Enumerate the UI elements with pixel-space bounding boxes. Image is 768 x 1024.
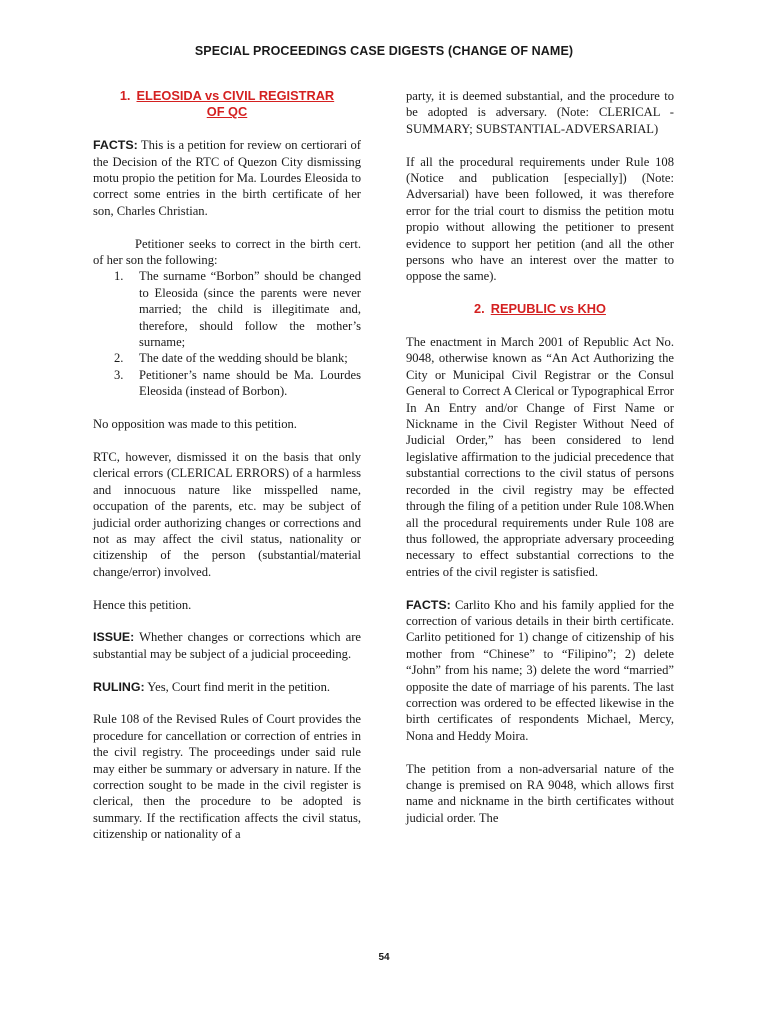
petition-from-paragraph: The petition from a non-adversarial nature of the change is premised on RA 9048, which allows first name and nickname in the birth certificates without judicial order. The <box>406 761 674 825</box>
ruling-paragraph <box>93 679 361 695</box>
facts-label: FACTS: <box>93 138 138 153</box>
rtc-dismissed-paragraph: RTC, however, dismissed it on the basis that only clerical errors (CLERICAL ERRORS) of a harmless and innocuous nature like misspelled name, occupation of the parents, etc. may be subject of judicial order authorizing changes or corrections and not as may affect the civil status, nationality or citizenship of the person (substantial/material change/error) involved. <box>93 449 361 579</box>
correction-list <box>93 268 361 399</box>
rule108-paragraph: Rule 108 of the Revised Rules of Court provides the procedure for cancellation or correction of entries in the civil registry. The proceedings under said rule may either be summary or adversary in nature. If the correction sought to be made in the civil register is clerical, then the procedure to be adopted is summary. If the rectification affects the civil status, citizenship or nationality of a <box>93 712 361 842</box>
ruling-label: RULING: <box>93 679 145 694</box>
no-opposition-paragraph: No opposition was made to this petition. <box>93 417 297 432</box>
continuation-paragraph: party, it is deemed substantial, and the procedure to be adopted is adversary. (Note: CLERICAL -SUMMARY; SUBSTANTIAL-ADVERSARIAL) <box>406 89 674 136</box>
facts-paragraph <box>406 597 674 745</box>
case-number: 1. <box>119 88 131 103</box>
list-item-number: 3. <box>114 367 124 382</box>
facts-label: FACTS: <box>406 597 451 612</box>
facts-paragraph <box>93 137 361 219</box>
list-item <box>93 350 361 366</box>
issue-label: ISSUE: <box>93 630 135 645</box>
case-title: REPUBLIC vs KHO <box>490 301 606 317</box>
case-title-line2: OF QC <box>206 104 248 120</box>
list-item-text: Petitioner’s name should be Ma. Lourdes Eleosida (instead of Borbon). <box>139 367 361 399</box>
facts-text: Carlito Kho and his family applied for the correction of various details in their birth certificate. Carlito petitioned for 1) change of citizenship of his mother from “Chinese” to “Filipino”; 2) delete “John” from his name; 3) delete the word “married” opposite the date of marriage of his parents. The last correction was ordered to be effected likewise in the birth certificates of respondents Michael, Mercy, Nona and Heddy Moira. <box>406 597 674 743</box>
case-heading-eleosida <box>93 88 361 121</box>
list-item-text: The date of the wedding should be blank; <box>139 351 348 366</box>
ruling-text: Yes, Court find merit in the petition. <box>144 679 331 694</box>
issue-paragraph <box>93 629 361 662</box>
list-item <box>93 367 361 400</box>
petitioner-seeks-paragraph: Petitioner seeks to correct in the birth cert. of her son the following: <box>93 236 361 268</box>
left-column <box>93 88 361 859</box>
right-column <box>406 88 674 843</box>
list-item-number: 1. <box>114 269 124 284</box>
case-number: 2. <box>474 301 485 317</box>
if-all-paragraph: If all the procedural requirements under Rule 108 (Notice and publication [especially]) (Note: Adversarial) have been followed, it was therefore error for the trial court to dismiss the petition motu propio without allowing the petitioner to present evidence to support her petition (and all the other persons who have an interest over the matter to oppose the same). <box>406 154 674 284</box>
hence-paragraph: Hence this petition. <box>93 597 192 612</box>
issue-text: Whether changes or corrections which are substantial may be subject of a judicial proceeding. <box>93 630 361 661</box>
list-item-text: The surname “Borbon” should be changed to Eleosida (since the parents were never married; the child is illegitimate and, therefore, should follow the mother’s surname; <box>139 269 361 350</box>
list-item-number: 2. <box>114 351 124 366</box>
case-title-line1: ELEOSIDA vs CIVIL REGISTRAR <box>136 88 335 103</box>
enactment-paragraph: The enactment in March 2001 of Republic Act No. 9048, otherwise known as “An Act Authorizing the City or Municipal Civil Registrar or the Consul General to Correct A Clerical or Typographical Error In An Entry and/or Change of First Name or Nickname in the Civil Register Without Need of Judicial Order,” has been considered to lend legislative affirmation to the judicial precedence that substantial corrections to the civil status of persons recorded in the civil registry may be effected through the filing of a petition under Rule 108.When all the procedural requirements under Rule 108 are thus followed, the appropriate adversary proceeding necessary to effect substantial corrections to the entries of the civil register is satisfied. <box>406 335 674 579</box>
list-item <box>93 268 361 350</box>
page-title: SPECIAL PROCEEDINGS CASE DIGESTS (CHANGE OF NAME) <box>194 44 574 58</box>
page-number: 54 <box>378 952 390 963</box>
facts-text: This is a petition for review on certiorari of the Decision of the RTC of Quezon City dismissing motu propio the petition for Ma. Lourdes Eleosida to correct some entries in the birth certificate of her son, Charles Christian. <box>93 138 361 218</box>
case-heading-republic-kho <box>406 301 674 317</box>
